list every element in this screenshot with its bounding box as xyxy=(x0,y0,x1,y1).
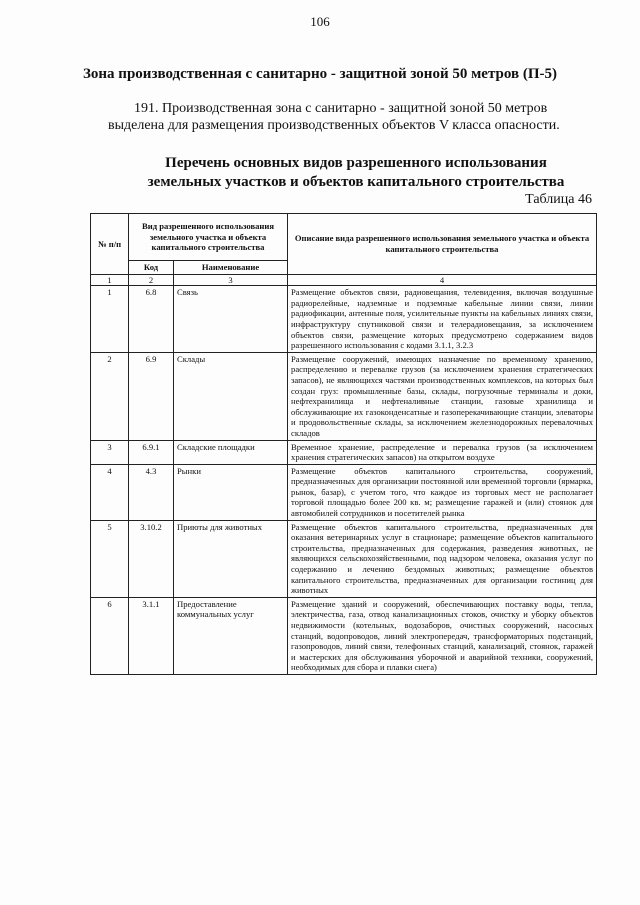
col-number: 1 xyxy=(91,274,129,286)
table-row xyxy=(91,464,597,520)
row-name: Склады xyxy=(174,352,288,440)
header-description: Описание вида разрешенного использования земельного участка и объекта капитального строительства xyxy=(288,214,597,275)
zone-title: Зона производственная с санитарно - защитной зоной 50 метров (П-5) xyxy=(83,66,557,82)
row-name: Складские площадки xyxy=(174,440,288,464)
table-row xyxy=(91,286,597,353)
header-name: Наименование xyxy=(174,261,288,275)
paragraph-191 xyxy=(108,100,598,134)
row-code: 6.9 xyxy=(129,352,174,440)
row-description: Размещение объектов связи, радиовещания, телевидения, включая воздушные радиорелейные, надземные и подземные кабельные линии связи, линии радиофикации, антенные поля, усилительные пункты на кабельных линиях связи, инфраструктуру спутниковой связи и телерадиовещания, за исключением объектов связи, размещение которых предусмотрено содержанием видов разрешенного использования с кодами 3.1.1, 3.2.3 xyxy=(288,286,597,353)
row-num: 1 xyxy=(91,286,129,353)
row-code: 6.8 xyxy=(129,286,174,353)
row-num: 5 xyxy=(91,520,129,597)
row-description: Размещение зданий и сооружений, обеспечивающих поставку воды, тепла, электричества, газа, отвод канализационных стоков, очистку и уборку объектов недвижимости (котельных, водозаборов, очистных сооружений, насосных станций, водопроводов, линий электропередач, трансформаторных подстанций, газопроводов, линий связи, телефонных станций, канализаций, стоянок, гаражей и мастерских для обслуживания уборочной и аварийной техники, сооружений, необходимых для сбора и плавки снега) xyxy=(288,597,597,674)
col-number: 2 xyxy=(129,274,174,286)
row-description: Размещение объектов капитального строительства, сооружений, предназначенных для организации постоянной или временной торговли (ярмарка, рынок, базар), с учетом того, что каждое из торговых мест не располагает торговой площадью более 200 кв. м; размещение гаражей и (или) стоянок для автомобилей сотрудников и посетителей рынка xyxy=(288,464,597,520)
page-number: 106 xyxy=(310,14,330,29)
table-row xyxy=(91,352,597,440)
column-number-row xyxy=(91,274,597,286)
header-code: Код xyxy=(129,261,174,275)
list-title xyxy=(0,154,640,192)
row-code: 3.1.1 xyxy=(129,597,174,674)
row-num: 2 xyxy=(91,352,129,440)
paragraph-line-2: выделена для размещения производственных объектов V класса опасности. xyxy=(108,118,560,133)
row-code: 6.9.1 xyxy=(129,440,174,464)
table-row xyxy=(91,520,597,597)
col-number: 4 xyxy=(288,274,597,286)
row-description: Временное хранение, распределение и перевалка грузов (за исключением хранения стратегических запасов) на открытом воздухе xyxy=(288,440,597,464)
row-num: 4 xyxy=(91,464,129,520)
row-description: Размещение сооружений, имеющих назначение по временному хранению, распределению и перевалке грузов (за исключением хранения стратегических запасов), не являющихся частями производственных комплексов, на которых был создан груз: промышленные базы, склады, погрузочные терминалы и доки, нефтехранилища и нефтеналивные станции, газовые хранилища и обслуживающие их газоконденсатные и газоперекачивающие станции, элеваторы и продовольственные склады, за исключением железнодорожных перевалочных складов xyxy=(288,352,597,440)
table-row xyxy=(91,440,597,464)
row-description: Размещение объектов капитального строительства, предназначенных для оказания ветеринарных услуг в стационаре; размещение объектов капитального строительства, предназначенных для содержания, разведения животных, не являющихся сельскохозяйственными, под надзором человека, оказания услуг по содержанию и лечению бездомных животных; размещение объектов капитального строительства, предназначенных для организации гостиниц для животных xyxy=(288,520,597,597)
row-name: Связь xyxy=(174,286,288,353)
list-title-line-2: земельных участков и объектов капитального строительства xyxy=(147,174,565,190)
row-code: 4.3 xyxy=(129,464,174,520)
paragraph-line-1: 191. Производственная зона с санитарно - защитной зоной 50 метров xyxy=(134,101,548,116)
header-num: № п/п xyxy=(91,214,129,275)
row-name: Рынки xyxy=(174,464,288,520)
list-title-line-1: Перечень основных видов разрешенного использования xyxy=(165,155,547,171)
row-num: 3 xyxy=(91,440,129,464)
land-use-table xyxy=(90,213,597,675)
row-num: 6 xyxy=(91,597,129,674)
table-label: Таблица 46 xyxy=(525,192,592,207)
row-name: Приюты для животных xyxy=(174,520,288,597)
header-type: Вид разрешенного использования земельного участка и объекта капитального строительства xyxy=(129,214,288,261)
row-code: 3.10.2 xyxy=(129,520,174,597)
table-row xyxy=(91,597,597,674)
row-name: Предоставление коммунальных услуг xyxy=(174,597,288,674)
header-row xyxy=(91,214,597,261)
col-number: 3 xyxy=(174,274,288,286)
